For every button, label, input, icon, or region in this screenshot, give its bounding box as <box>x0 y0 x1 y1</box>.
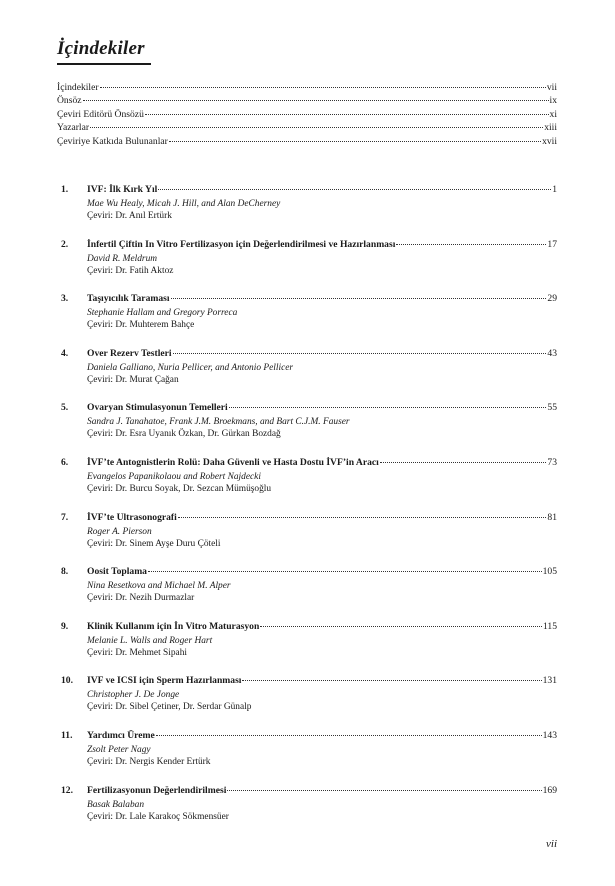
chapter-title: IVF: İlk Kırk Yıl <box>87 184 158 195</box>
chapter-title: Fertilizasyonun Değerlendirilmesi <box>87 784 227 796</box>
front-matter-item[interactable] <box>57 122 557 135</box>
chapter-number: 8. <box>61 566 69 578</box>
front-matter-page: xi <box>549 108 557 120</box>
chapter-title: İnfertil Çiftin In Vitro Fertilizasyon için Değerlendirilmesi ve Hazırlanması <box>87 238 396 250</box>
chapter-page: 81 <box>547 511 557 523</box>
front-matter-label: Yazarlar <box>57 122 90 134</box>
chapter-heading[interactable] <box>57 566 557 577</box>
chapter-authors: Christopher J. De Jonge <box>87 690 180 701</box>
chapter-heading[interactable] <box>57 675 557 686</box>
chapter-heading[interactable] <box>57 621 557 632</box>
chapter-authors: Zsolt Peter Nagy <box>87 744 151 755</box>
chapter-heading[interactable] <box>57 730 557 741</box>
chapter-number: 5. <box>61 402 69 414</box>
chapter-authors: Sandra J. Tanahatoe, Frank J.M. Broekmans, and Bart C.J.M. Fauser <box>87 417 350 428</box>
dot-leader <box>229 407 547 408</box>
chapter-title: Ovaryan Stimulasyonun Temelleri <box>87 402 228 414</box>
chapter-entry <box>57 239 557 294</box>
front-matter-item[interactable] <box>57 136 557 149</box>
chapter-heading[interactable] <box>57 293 557 304</box>
front-matter-label: Çeviriye Katkıda Bulunanlar <box>57 135 168 147</box>
chapter-authors: Mae Wu Healy, Micah J. Hill, and Alan DeCherney <box>87 199 281 209</box>
chapter-translator: Çeviri: Dr. Nezih Durmazlar <box>87 593 195 604</box>
chapter-translator: Çeviri: Dr. Mehmet Sipahi <box>87 647 187 658</box>
chapter-page: 115 <box>542 620 557 632</box>
chapter-authors: Evangelos Papanikolaou and Robert Najdecki <box>87 471 261 482</box>
chapter-number: 6. <box>61 456 69 468</box>
chapter-entry <box>57 621 557 676</box>
dot-leader <box>90 127 543 128</box>
dot-leader <box>242 680 541 681</box>
dot-leader <box>178 517 547 518</box>
chapter-translator: Çeviri: Dr. Nergis Kender Ertürk <box>87 756 211 767</box>
chapter-translator: Çeviri: Dr. Burcu Soyak, Dr. Sezcan Mümüşoğlu <box>87 483 272 494</box>
chapter-entry <box>57 730 557 785</box>
chapter-translator: Çeviri: Dr. Sibel Çetiner, Dr. Serdar Günalp <box>87 702 252 713</box>
chapter-title: Taşıyıcılık Taraması <box>87 293 170 305</box>
chapter-entry <box>57 675 557 730</box>
chapter-title: İVF’te Antognistlerin Rolü: Daha Güvenli ve Hasta Dostu İVF’in Aracı <box>87 456 379 468</box>
chapter-entry <box>57 785 557 840</box>
chapter-title: Oosit Toplama <box>87 566 147 578</box>
chapter-heading[interactable] <box>57 457 557 468</box>
title-underline <box>57 63 151 65</box>
dot-leader <box>100 87 546 88</box>
chapter-translator: Çeviri: Dr. Sinem Ayşe Duru Çöteli <box>87 538 221 549</box>
dot-leader <box>83 100 549 101</box>
dot-leader <box>156 735 542 736</box>
chapter-entry <box>57 184 557 239</box>
chapter-translator: Çeviri: Dr. Murat Çağan <box>87 374 179 385</box>
chapter-heading[interactable] <box>57 785 557 796</box>
chapter-translator: Çeviri: Dr. Esra Uyanık Özkan, Dr. Gürkan Bozdağ <box>87 429 281 440</box>
dot-leader <box>396 244 546 245</box>
dot-leader <box>380 462 547 463</box>
chapter-title: IVF ve ICSI için Sperm Hazırlanması <box>87 675 242 687</box>
chapter-translator: Çeviri: Dr. Muhterem Bahçe <box>87 320 195 331</box>
chapter-page: 143 <box>542 729 557 741</box>
chapter-page: 17 <box>547 238 557 250</box>
chapter-title: Klinik Kullanım için İn Vitro Maturasyon <box>87 620 260 632</box>
front-matter-item[interactable] <box>57 109 557 122</box>
chapter-authors: Melanie L. Walls and Roger Hart <box>87 635 213 646</box>
chapter-page: 131 <box>542 675 557 687</box>
chapter-page: 105 <box>542 566 557 578</box>
front-matter-page: xiii <box>544 122 557 134</box>
chapter-number: 10. <box>61 675 73 687</box>
chapter-heading[interactable] <box>57 512 557 523</box>
chapter-number: 12. <box>61 784 73 796</box>
chapter-heading[interactable] <box>57 184 557 195</box>
chapter-heading[interactable] <box>57 239 557 250</box>
chapter-entry <box>57 512 557 567</box>
chapter-entry <box>57 293 557 348</box>
front-matter-label: Çeviri Editörü Önsözü <box>57 108 144 120</box>
chapter-title: Yardımcı Üreme <box>87 729 155 741</box>
chapter-page: 43 <box>547 347 557 359</box>
chapter-page: 73 <box>547 456 557 468</box>
page-number-footer: vii <box>546 838 557 850</box>
chapter-number: 7. <box>61 511 69 523</box>
chapter-number: 1. <box>61 184 69 195</box>
dot-leader <box>173 353 547 354</box>
front-matter-label: Önsöz <box>57 95 82 107</box>
chapter-authors: Daniela Galliano, Nuria Pellicer, and Antonio Pellicer <box>87 362 294 373</box>
chapter-list <box>57 184 557 839</box>
dot-leader <box>148 571 542 572</box>
front-matter-item[interactable] <box>57 82 557 95</box>
chapter-number: 2. <box>61 238 69 250</box>
chapter-authors: Nina Resetkova and Michael M. Alper <box>87 581 231 592</box>
chapter-heading[interactable] <box>57 348 557 359</box>
chapter-authors: Stephanie Hallam and Gregory Porreca <box>87 308 238 319</box>
chapter-number: 4. <box>61 347 69 359</box>
front-matter-list <box>57 82 557 149</box>
chapter-title: Over Rezerv Testleri <box>87 347 172 359</box>
front-matter-label: İçindekiler <box>57 82 99 93</box>
chapter-entry <box>57 566 557 621</box>
dot-leader <box>169 141 541 142</box>
chapter-authors: Roger A. Pierson <box>87 526 152 537</box>
chapter-number: 9. <box>61 620 69 632</box>
chapter-authors: David R. Meldrum <box>87 253 158 264</box>
chapter-page: 1 <box>552 184 557 195</box>
dot-leader <box>171 298 547 299</box>
dot-leader <box>227 790 541 791</box>
chapter-number: 11. <box>61 729 73 741</box>
chapter-authors: Basak Balaban <box>87 799 145 810</box>
chapter-title: İVF’te Ultrasonografi <box>87 511 177 523</box>
dot-leader <box>158 189 551 190</box>
page-title: İçindekiler <box>57 38 145 59</box>
chapter-translator: Çeviri: Dr. Lale Karakoç Sökmensüer <box>87 811 229 822</box>
chapter-page: 169 <box>542 784 557 796</box>
chapter-translator: Çeviri: Dr. Anıl Ertürk <box>87 211 172 221</box>
chapter-entry <box>57 348 557 403</box>
front-matter-page: vii <box>546 82 557 93</box>
chapter-page: 55 <box>547 402 557 414</box>
front-matter-page: xvii <box>542 135 557 147</box>
front-matter-item[interactable] <box>57 95 557 108</box>
chapter-entry <box>57 402 557 457</box>
chapter-translator: Çeviri: Dr. Fatih Aktoz <box>87 265 174 276</box>
chapter-page: 29 <box>547 293 557 305</box>
dot-leader <box>145 114 549 115</box>
chapter-heading[interactable] <box>57 402 557 413</box>
dot-leader <box>260 626 542 627</box>
front-matter-page: ix <box>549 95 557 107</box>
chapter-entry <box>57 457 557 512</box>
chapter-number: 3. <box>61 293 69 305</box>
